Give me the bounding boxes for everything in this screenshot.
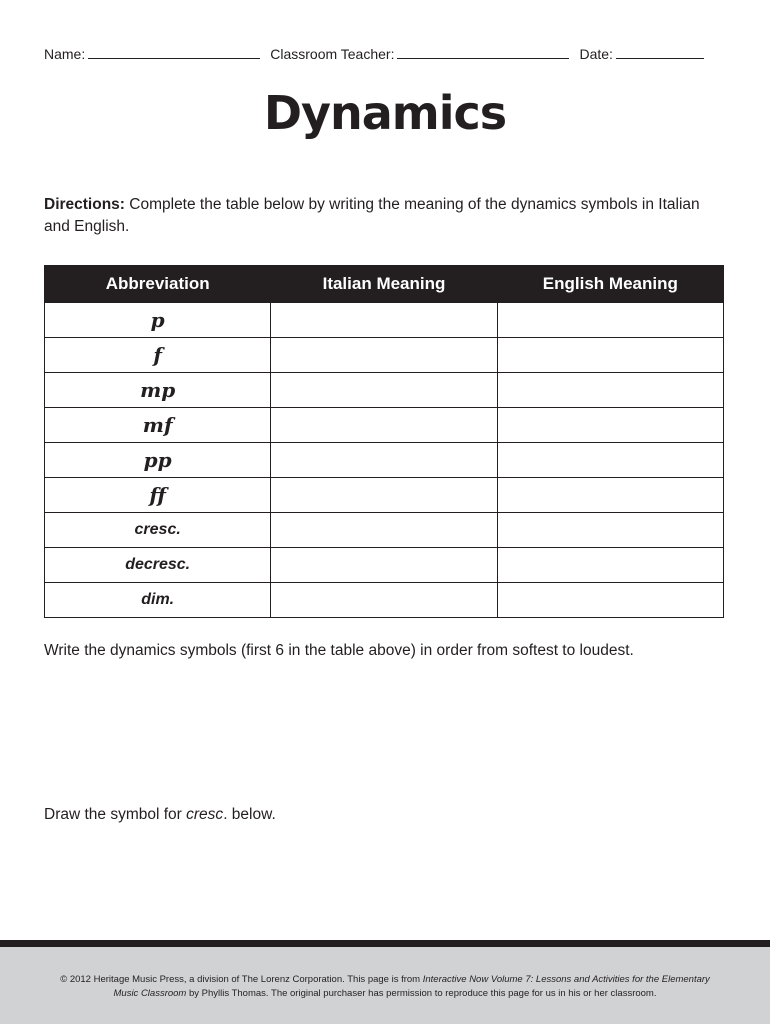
copyright-footer bbox=[0, 947, 770, 1024]
dynamic-symbol: mp bbox=[140, 378, 176, 402]
dynamics-table bbox=[44, 265, 724, 618]
dynamic-symbol: ff bbox=[149, 483, 166, 507]
question-draw-cresc bbox=[44, 806, 276, 824]
italian-answer-cell[interactable] bbox=[271, 303, 497, 338]
table-row bbox=[45, 373, 724, 408]
italian-answer-cell[interactable] bbox=[271, 443, 497, 478]
name-blank[interactable] bbox=[88, 44, 260, 59]
italian-answer-cell[interactable] bbox=[271, 338, 497, 373]
english-answer-cell[interactable] bbox=[497, 513, 723, 548]
english-answer-cell[interactable] bbox=[497, 548, 723, 583]
directions-text: Complete the table below by writing the meaning of the dynamics symbols in Italian and English. bbox=[44, 196, 700, 235]
col-header-abbreviation: Abbreviation bbox=[45, 266, 271, 303]
date-label: Date: bbox=[579, 46, 613, 62]
abbreviation-cell bbox=[45, 373, 271, 408]
table-header-row bbox=[45, 266, 724, 303]
directions bbox=[44, 194, 724, 238]
abbreviation-cell bbox=[45, 443, 271, 478]
directions-lead: Directions: bbox=[44, 196, 125, 213]
table-row bbox=[45, 583, 724, 618]
italian-answer-cell[interactable] bbox=[271, 408, 497, 443]
italian-answer-cell[interactable] bbox=[271, 478, 497, 513]
teacher-blank[interactable] bbox=[397, 44, 569, 59]
abbreviation-cell bbox=[45, 513, 271, 548]
question2-before: Draw the symbol for bbox=[44, 806, 187, 823]
worksheet-header bbox=[44, 44, 724, 62]
abbreviation-cell bbox=[45, 478, 271, 513]
footer-line-1 bbox=[0, 973, 770, 987]
table-row bbox=[45, 408, 724, 443]
footer-line-2 bbox=[0, 987, 770, 1001]
teacher-label: Classroom Teacher: bbox=[270, 46, 395, 62]
dynamic-symbol: p bbox=[150, 308, 165, 332]
english-answer-cell[interactable] bbox=[497, 303, 723, 338]
english-answer-cell[interactable] bbox=[497, 408, 723, 443]
table-row bbox=[45, 303, 724, 338]
italian-answer-cell[interactable] bbox=[271, 373, 497, 408]
table-row bbox=[45, 443, 724, 478]
footer-line1-prefix: © 2012 Heritage Music Press, a division of The Lorenz Corporation. This page is from bbox=[60, 974, 423, 985]
abbreviation-cell bbox=[45, 338, 271, 373]
dynamic-term: decresc. bbox=[125, 556, 191, 573]
abbreviation-cell bbox=[45, 408, 271, 443]
footer-line1-italic: Interactive Now Volume 7: Lessons and Activities for the Elementary bbox=[422, 974, 710, 985]
dynamic-symbol: f bbox=[153, 343, 162, 367]
english-answer-cell[interactable] bbox=[497, 478, 723, 513]
dynamic-symbol: mf bbox=[142, 413, 173, 437]
col-header-english: English Meaning bbox=[497, 266, 723, 303]
footer-line2-suffix: by Phyllis Thomas. The original purchaser has permission to reproduce this page for us in his or her classroom. bbox=[186, 988, 657, 999]
abbreviation-cell bbox=[45, 303, 271, 338]
english-answer-cell[interactable] bbox=[497, 373, 723, 408]
question2-after: . below. bbox=[223, 806, 276, 823]
date-blank[interactable] bbox=[616, 44, 704, 59]
abbreviation-cell bbox=[45, 583, 271, 618]
english-answer-cell[interactable] bbox=[497, 338, 723, 373]
italian-answer-cell[interactable] bbox=[271, 583, 497, 618]
abbreviation-cell bbox=[45, 548, 271, 583]
dynamic-term: dim. bbox=[141, 591, 175, 608]
dynamic-term: cresc. bbox=[134, 521, 181, 538]
italian-answer-cell[interactable] bbox=[271, 548, 497, 583]
name-label: Name: bbox=[44, 46, 86, 62]
english-answer-cell[interactable] bbox=[497, 443, 723, 478]
col-header-italian: Italian Meaning bbox=[271, 266, 497, 303]
italian-answer-cell[interactable] bbox=[271, 513, 497, 548]
table-row bbox=[45, 548, 724, 583]
question-order-symbols: Write the dynamics symbols (first 6 in the table above) in order from softest to loudest. bbox=[44, 642, 634, 659]
table-row bbox=[45, 513, 724, 548]
english-answer-cell[interactable] bbox=[497, 583, 723, 618]
table-row bbox=[45, 478, 724, 513]
page-title: Dynamics bbox=[263, 86, 507, 140]
footer-divider bbox=[0, 940, 770, 947]
table-row bbox=[45, 338, 724, 373]
dynamic-symbol: pp bbox=[143, 448, 172, 472]
footer-line2-italic: Music Classroom bbox=[113, 988, 187, 999]
question2-italic: cresc bbox=[186, 806, 224, 823]
